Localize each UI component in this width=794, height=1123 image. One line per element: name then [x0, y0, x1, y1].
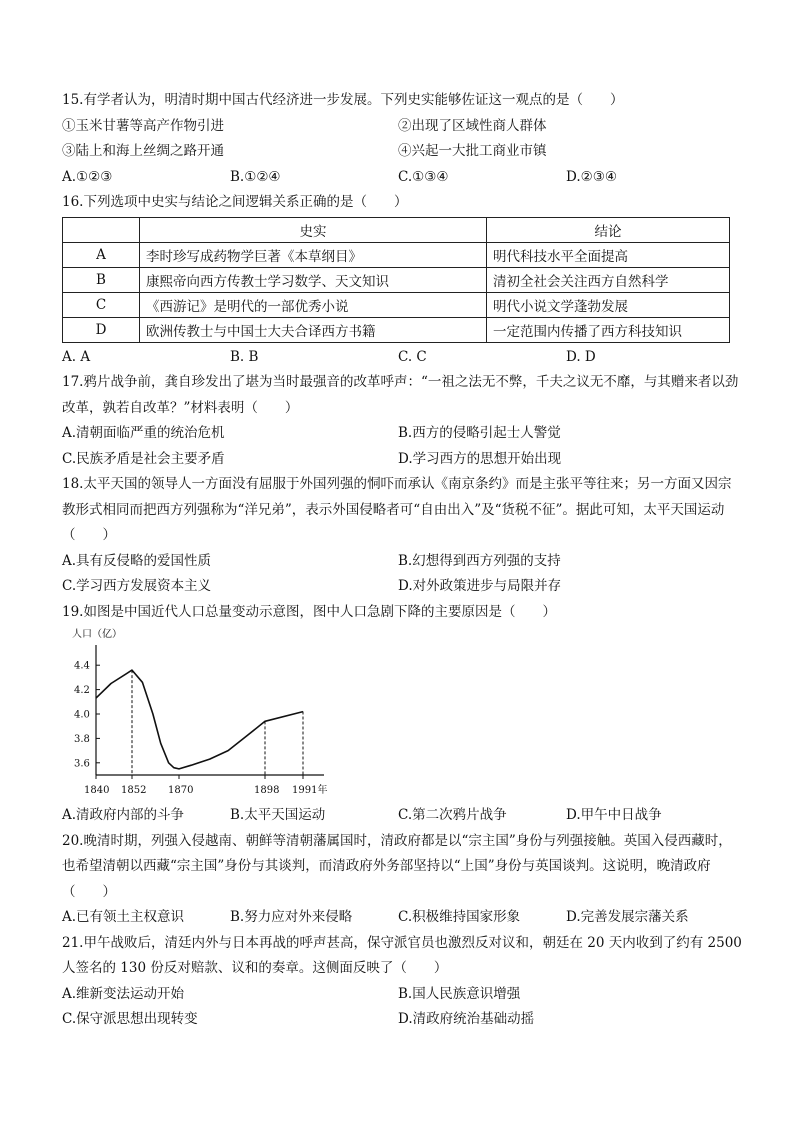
row-conclusion: 一定范围内传播了西方科技知识 — [487, 317, 730, 342]
row-fact: 《西游记》是明代的一部优秀小说 — [140, 292, 487, 317]
q16-stem: 16.下列选项中史实与结论之间逻辑关系正确的是（ ） — [62, 194, 408, 210]
question-15 — [62, 88, 742, 190]
q21-stem: 21.甲午战败后，清廷内外与日本再战的呼声甚高，保守派官员也激烈反对议和，朝廷在 20 天内收到了约有 2500 人签名的 130 份反对赔款、议和的奏章。这侧面反映了（ ） — [62, 934, 742, 976]
x-tick-label: 1852 — [121, 785, 147, 796]
q19-option-d[interactable]: D.甲午中日战争 — [566, 807, 662, 823]
x-tick-label: 1840 — [84, 785, 110, 796]
row-conclusion: 明代科技水平全面提高 — [487, 242, 730, 267]
table-header-conclusion: 结论 — [487, 217, 730, 242]
q17-option-c[interactable]: C.民族矛盾是社会主要矛盾 — [62, 450, 225, 467]
q19-option-c[interactable]: C.第二次鸦片战争 — [398, 807, 507, 823]
x-tick-label: 1991年 — [292, 785, 328, 796]
row-fact: 康熙帝向西方传教士学习数学、天文知识 — [140, 267, 487, 292]
row-conclusion: 清初全社会关注西方自然科学 — [487, 267, 730, 292]
q20-stem: 20.晚清时期，列强入侵越南、朝鲜等清朝藩属国时，清政府都是以“宗主国”身份与列强接触。英国入侵西藏时，也希望清朝以西藏“宗主国”身份与其谈判，而清政府外务部坚持以“上国”身份与英国谈判。这说明，晚清政府（ ） — [62, 832, 732, 900]
q21-option-d[interactable]: D.清政府统治基础动摇 — [398, 1011, 535, 1027]
q17-option-b[interactable]: B.西方的侵略引起士人警觉 — [398, 425, 561, 441]
q15-stem: 15.有学者认为，明清时期中国古代经济进一步发展。下列史实能够佐证这一观点的是（ ） — [62, 92, 624, 108]
population-chart-svg — [62, 625, 342, 803]
q18-option-c[interactable]: C.学习西方发展资本主义 — [62, 578, 212, 594]
table-row — [63, 267, 730, 292]
q19-option-a[interactable]: A.清政府内部的斗争 — [62, 807, 185, 823]
q20-option-b[interactable]: B.努力应对外来侵略 — [230, 909, 353, 925]
q19-stem: 19.如图是中国近代人口总量变动示意图，图中人口急剧下降的主要原因是（ ） — [62, 603, 556, 620]
table-header-fact: 史实 — [140, 217, 487, 242]
q20-option-c[interactable]: C.积极维持国家形象 — [398, 909, 521, 925]
q17-option-d[interactable]: D.学习西方的思想开始出现 — [398, 450, 562, 467]
row-label: B — [63, 267, 140, 292]
q18-option-b[interactable]: B.幻想得到西方列强的支持 — [398, 552, 561, 569]
q15-option-d[interactable]: D.②③④ — [566, 168, 617, 185]
q17-stem: 17.鸦片战争前，龚自珍发出了堪为当时最强音的改革呼声：“一祖之法无不弊，千夫之议无不靡，与其赠来者以劲改革，孰若自改革？”材料表明（ ） — [62, 374, 739, 416]
q15-item-4: ④兴起一大批工商业市镇 — [398, 143, 547, 159]
question-19 — [62, 600, 742, 829]
q15-item-3: ③陆上和海上丝绸之路开通 — [62, 143, 224, 159]
row-fact: 李时珍写成药物学巨著《本草纲目》 — [140, 242, 487, 267]
q16-option-b[interactable]: B. B — [230, 348, 259, 365]
population-series-line — [96, 670, 303, 769]
table-row — [63, 242, 730, 267]
row-label: A — [63, 242, 140, 267]
row-conclusion: 明代小说文学蓬勃发展 — [487, 292, 730, 317]
table-row — [63, 292, 730, 317]
table-header-row — [63, 217, 730, 242]
row-label: D — [63, 317, 140, 342]
x-tick-label: 1870 — [168, 785, 194, 796]
question-21 — [62, 931, 742, 1033]
q18-option-d[interactable]: D.对外政策进步与局限并存 — [398, 578, 562, 594]
q19-option-b[interactable]: B.太平天国运动 — [230, 807, 326, 823]
q15-item-2: ②出现了区域性商人群体 — [398, 117, 547, 134]
y-tick-label: 4.2 — [74, 685, 90, 697]
q16-option-c[interactable]: C. C — [398, 348, 427, 365]
q21-option-b[interactable]: B.国人民族意识增强 — [398, 985, 521, 1002]
q16-table — [62, 217, 730, 343]
q21-option-c[interactable]: C.保守派思想出现转变 — [62, 1011, 198, 1027]
q15-option-b[interactable]: B.①②④ — [230, 168, 281, 185]
question-17 — [62, 370, 742, 472]
q15-item-1: ①玉米甘薯等高产作物引进 — [62, 117, 224, 134]
q17-option-a[interactable]: A.清朝面临严重的统治危机 — [62, 425, 225, 441]
question-16 — [62, 190, 742, 370]
q16-option-d[interactable]: D. D — [566, 348, 596, 365]
y-tick-label: 3.8 — [74, 733, 90, 745]
q15-option-a[interactable]: A.①②③ — [62, 168, 113, 185]
row-fact: 欧洲传教士与中国士大夫合译西方书籍 — [140, 317, 487, 342]
y-axis-label: 人口（亿） — [72, 629, 122, 640]
q15-option-c[interactable]: C.①③④ — [398, 168, 449, 185]
row-label: C — [63, 292, 140, 317]
q20-option-d[interactable]: D.完善发展宗藩关系 — [566, 909, 689, 925]
table-header-label — [63, 217, 140, 242]
question-20 — [62, 829, 742, 931]
q18-option-a[interactable]: A.具有反侵略的爱国性质 — [62, 552, 212, 569]
q18-stem: 18.太平天国的领导人一方面没有屈服于外国列强的恫吓而承认《南京条约》而是主张平等往来；另一方面又因宗教形式相同而把西方列强称为“洋兄弟”，表示外国侵略者可“自由出入”及“货税不征”。据此可知，太平天国运动（ ） — [62, 476, 732, 543]
y-tick-label: 3.6 — [74, 758, 90, 770]
q20-option-a[interactable]: A.已有领土主权意识 — [62, 909, 185, 925]
x-tick-label: 1898 — [254, 785, 280, 796]
table-row — [63, 317, 730, 342]
question-18 — [62, 472, 742, 600]
population-chart — [62, 625, 742, 803]
q16-option-a[interactable]: A. A — [62, 348, 91, 365]
y-tick-label: 4.4 — [74, 660, 90, 672]
exam-page — [62, 88, 742, 1033]
q21-option-a[interactable]: A.维新变法运动开始 — [62, 985, 185, 1002]
y-tick-label: 4.0 — [74, 709, 90, 721]
